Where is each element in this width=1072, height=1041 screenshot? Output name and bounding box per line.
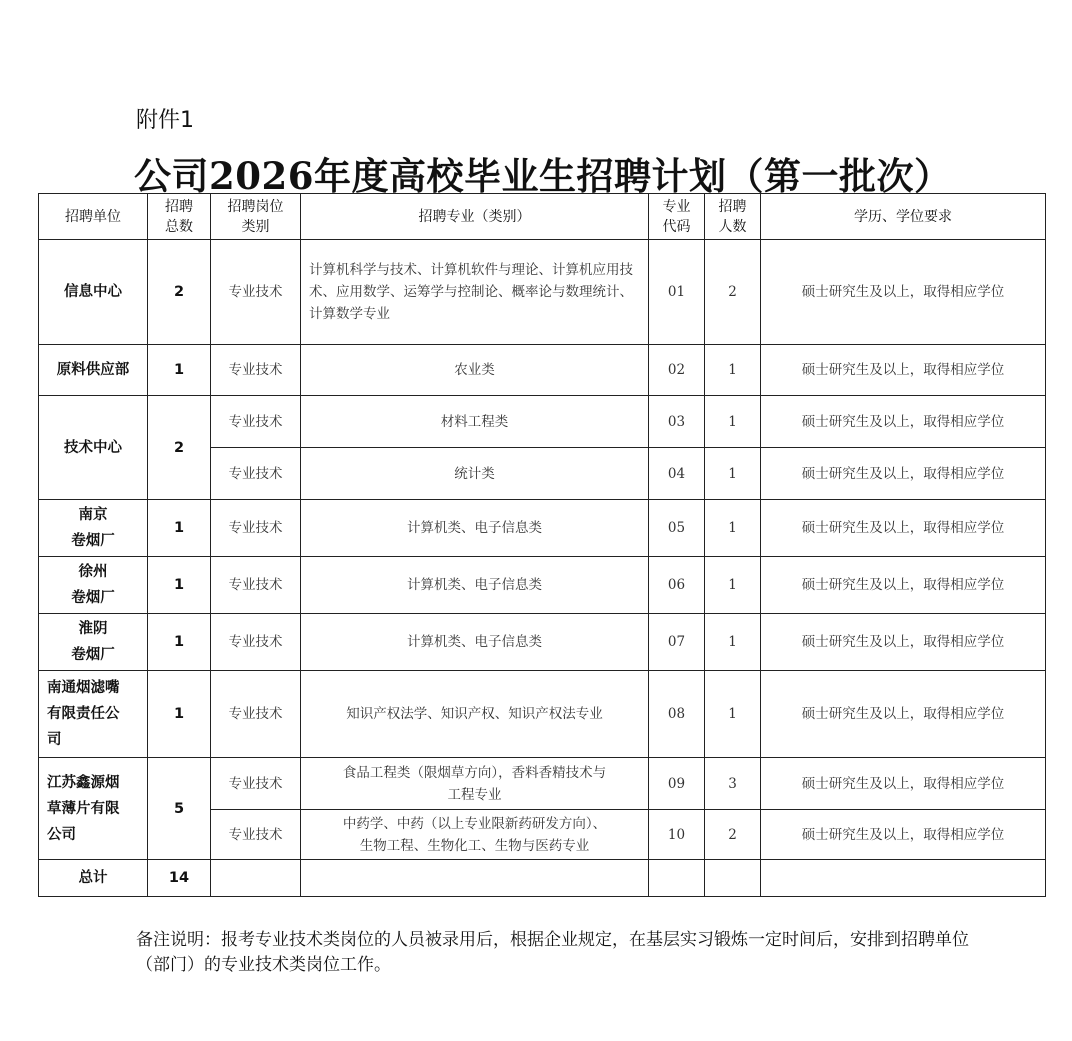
code-cell: 10 (649, 810, 705, 860)
unit-cell: 信息中心 (39, 240, 148, 345)
major-cell: 计算机类、电子信息类 (301, 557, 649, 614)
major-cell: 食品工程类（限烟草方向），香料香精技术与 工程专业 (301, 758, 649, 810)
degree-cell: 硕士研究生及以上，取得相应学位 (761, 345, 1046, 396)
code-cell: 09 (649, 758, 705, 810)
code-cell: 06 (649, 557, 705, 614)
header-count: 招聘 人数 (705, 194, 761, 240)
category-cell: 专业技术 (211, 671, 301, 758)
code-cell: 07 (649, 614, 705, 671)
table-row (39, 671, 1046, 758)
header-code: 专业 代码 (649, 194, 705, 240)
category-cell: 专业技术 (211, 448, 301, 500)
degree-cell: 硕士研究生及以上，取得相应学位 (761, 557, 1046, 614)
degree-cell: 硕士研究生及以上，取得相应学位 (761, 240, 1046, 345)
table-row (39, 345, 1046, 396)
table-row (39, 396, 1046, 448)
header-degree: 学历、学位要求 (761, 194, 1046, 240)
count-cell: 2 (705, 810, 761, 860)
empty-cell (211, 860, 301, 897)
major-cell: 农业类 (301, 345, 649, 396)
category-cell: 专业技术 (211, 345, 301, 396)
total-cell: 2 (148, 240, 211, 345)
code-cell: 02 (649, 345, 705, 396)
category-cell: 专业技术 (211, 758, 301, 810)
header-major: 招聘专业（类别） (301, 194, 649, 240)
count-cell: 2 (705, 240, 761, 345)
major-cell: 计算机科学与技术、计算机软件与理论、计算机应用技术、应用数学、运筹学与控制论、概率论与数理统计、计算数学专业 (301, 240, 649, 345)
table-row (39, 758, 1046, 810)
code-cell: 08 (649, 671, 705, 758)
count-cell: 1 (705, 500, 761, 557)
recruitment-table (38, 193, 1046, 897)
count-cell: 1 (705, 345, 761, 396)
header-unit: 招聘单位 (39, 194, 148, 240)
unit-cell: 徐州 卷烟厂 (39, 557, 148, 614)
total-cell: 1 (148, 557, 211, 614)
table-row (39, 240, 1046, 345)
degree-cell: 硕士研究生及以上，取得相应学位 (761, 448, 1046, 500)
empty-cell (649, 860, 705, 897)
code-cell: 04 (649, 448, 705, 500)
count-cell: 1 (705, 557, 761, 614)
total-row (39, 860, 1046, 897)
empty-cell (301, 860, 649, 897)
note-text: 备注说明：报考专业技术类岗位的人员被录用后，根据企业规定，在基层实习锻炼一定时间后，安排到招聘单位（部门）的专业技术类岗位工作。 (136, 930, 969, 975)
table-row (39, 557, 1046, 614)
count-cell: 1 (705, 448, 761, 500)
degree-cell: 硕士研究生及以上，取得相应学位 (761, 810, 1046, 860)
category-cell: 专业技术 (211, 614, 301, 671)
major-cell: 中药学、中药（以上专业限新药研发方向）、 生物工程、生物化工、生物与医药专业 (301, 810, 649, 860)
unit-cell: 原料供应部 (39, 345, 148, 396)
major-cell: 计算机类、电子信息类 (301, 614, 649, 671)
degree-cell: 硕士研究生及以上，取得相应学位 (761, 671, 1046, 758)
header-total: 招聘 总数 (148, 194, 211, 240)
category-cell: 专业技术 (211, 240, 301, 345)
degree-cell: 硕士研究生及以上，取得相应学位 (761, 614, 1046, 671)
unit-cell: 淮阴 卷烟厂 (39, 614, 148, 671)
empty-cell (761, 860, 1046, 897)
unit-cell: 南京 卷烟厂 (39, 500, 148, 557)
total-cell: 1 (148, 345, 211, 396)
degree-cell: 硕士研究生及以上，取得相应学位 (761, 396, 1046, 448)
degree-cell: 硕士研究生及以上，取得相应学位 (761, 758, 1046, 810)
count-cell: 1 (705, 396, 761, 448)
empty-cell (705, 860, 761, 897)
attachment-label: 附件1 (136, 108, 194, 133)
category-cell: 专业技术 (211, 500, 301, 557)
grand-total: 14 (148, 860, 211, 897)
total-label: 总计 (39, 860, 148, 897)
header-row (39, 194, 1046, 240)
total-cell: 2 (148, 396, 211, 500)
total-cell: 1 (148, 671, 211, 758)
category-cell: 专业技术 (211, 810, 301, 860)
category-cell: 专业技术 (211, 557, 301, 614)
total-cell: 1 (148, 500, 211, 557)
unit-cell: 江苏鑫源烟 草薄片有限 公司 (39, 758, 148, 860)
table-row (39, 500, 1046, 557)
unit-cell: 技术中心 (39, 396, 148, 500)
count-cell: 3 (705, 758, 761, 810)
code-cell: 03 (649, 396, 705, 448)
count-cell: 1 (705, 671, 761, 758)
major-cell: 计算机类、电子信息类 (301, 500, 649, 557)
degree-cell: 硕士研究生及以上，取得相应学位 (761, 500, 1046, 557)
code-cell: 01 (649, 240, 705, 345)
header-category: 招聘岗位 类别 (211, 194, 301, 240)
code-cell: 05 (649, 500, 705, 557)
category-cell: 专业技术 (211, 396, 301, 448)
unit-cell: 南通烟滤嘴 有限责任公 司 (39, 671, 148, 758)
table-row (39, 614, 1046, 671)
total-cell: 1 (148, 614, 211, 671)
major-cell: 统计类 (301, 448, 649, 500)
total-cell: 5 (148, 758, 211, 860)
page-title: 公司2026年度高校毕业生招聘计划（第一批次） (134, 154, 952, 198)
count-cell: 1 (705, 614, 761, 671)
major-cell: 材料工程类 (301, 396, 649, 448)
major-cell: 知识产权法学、知识产权、知识产权法专业 (301, 671, 649, 758)
